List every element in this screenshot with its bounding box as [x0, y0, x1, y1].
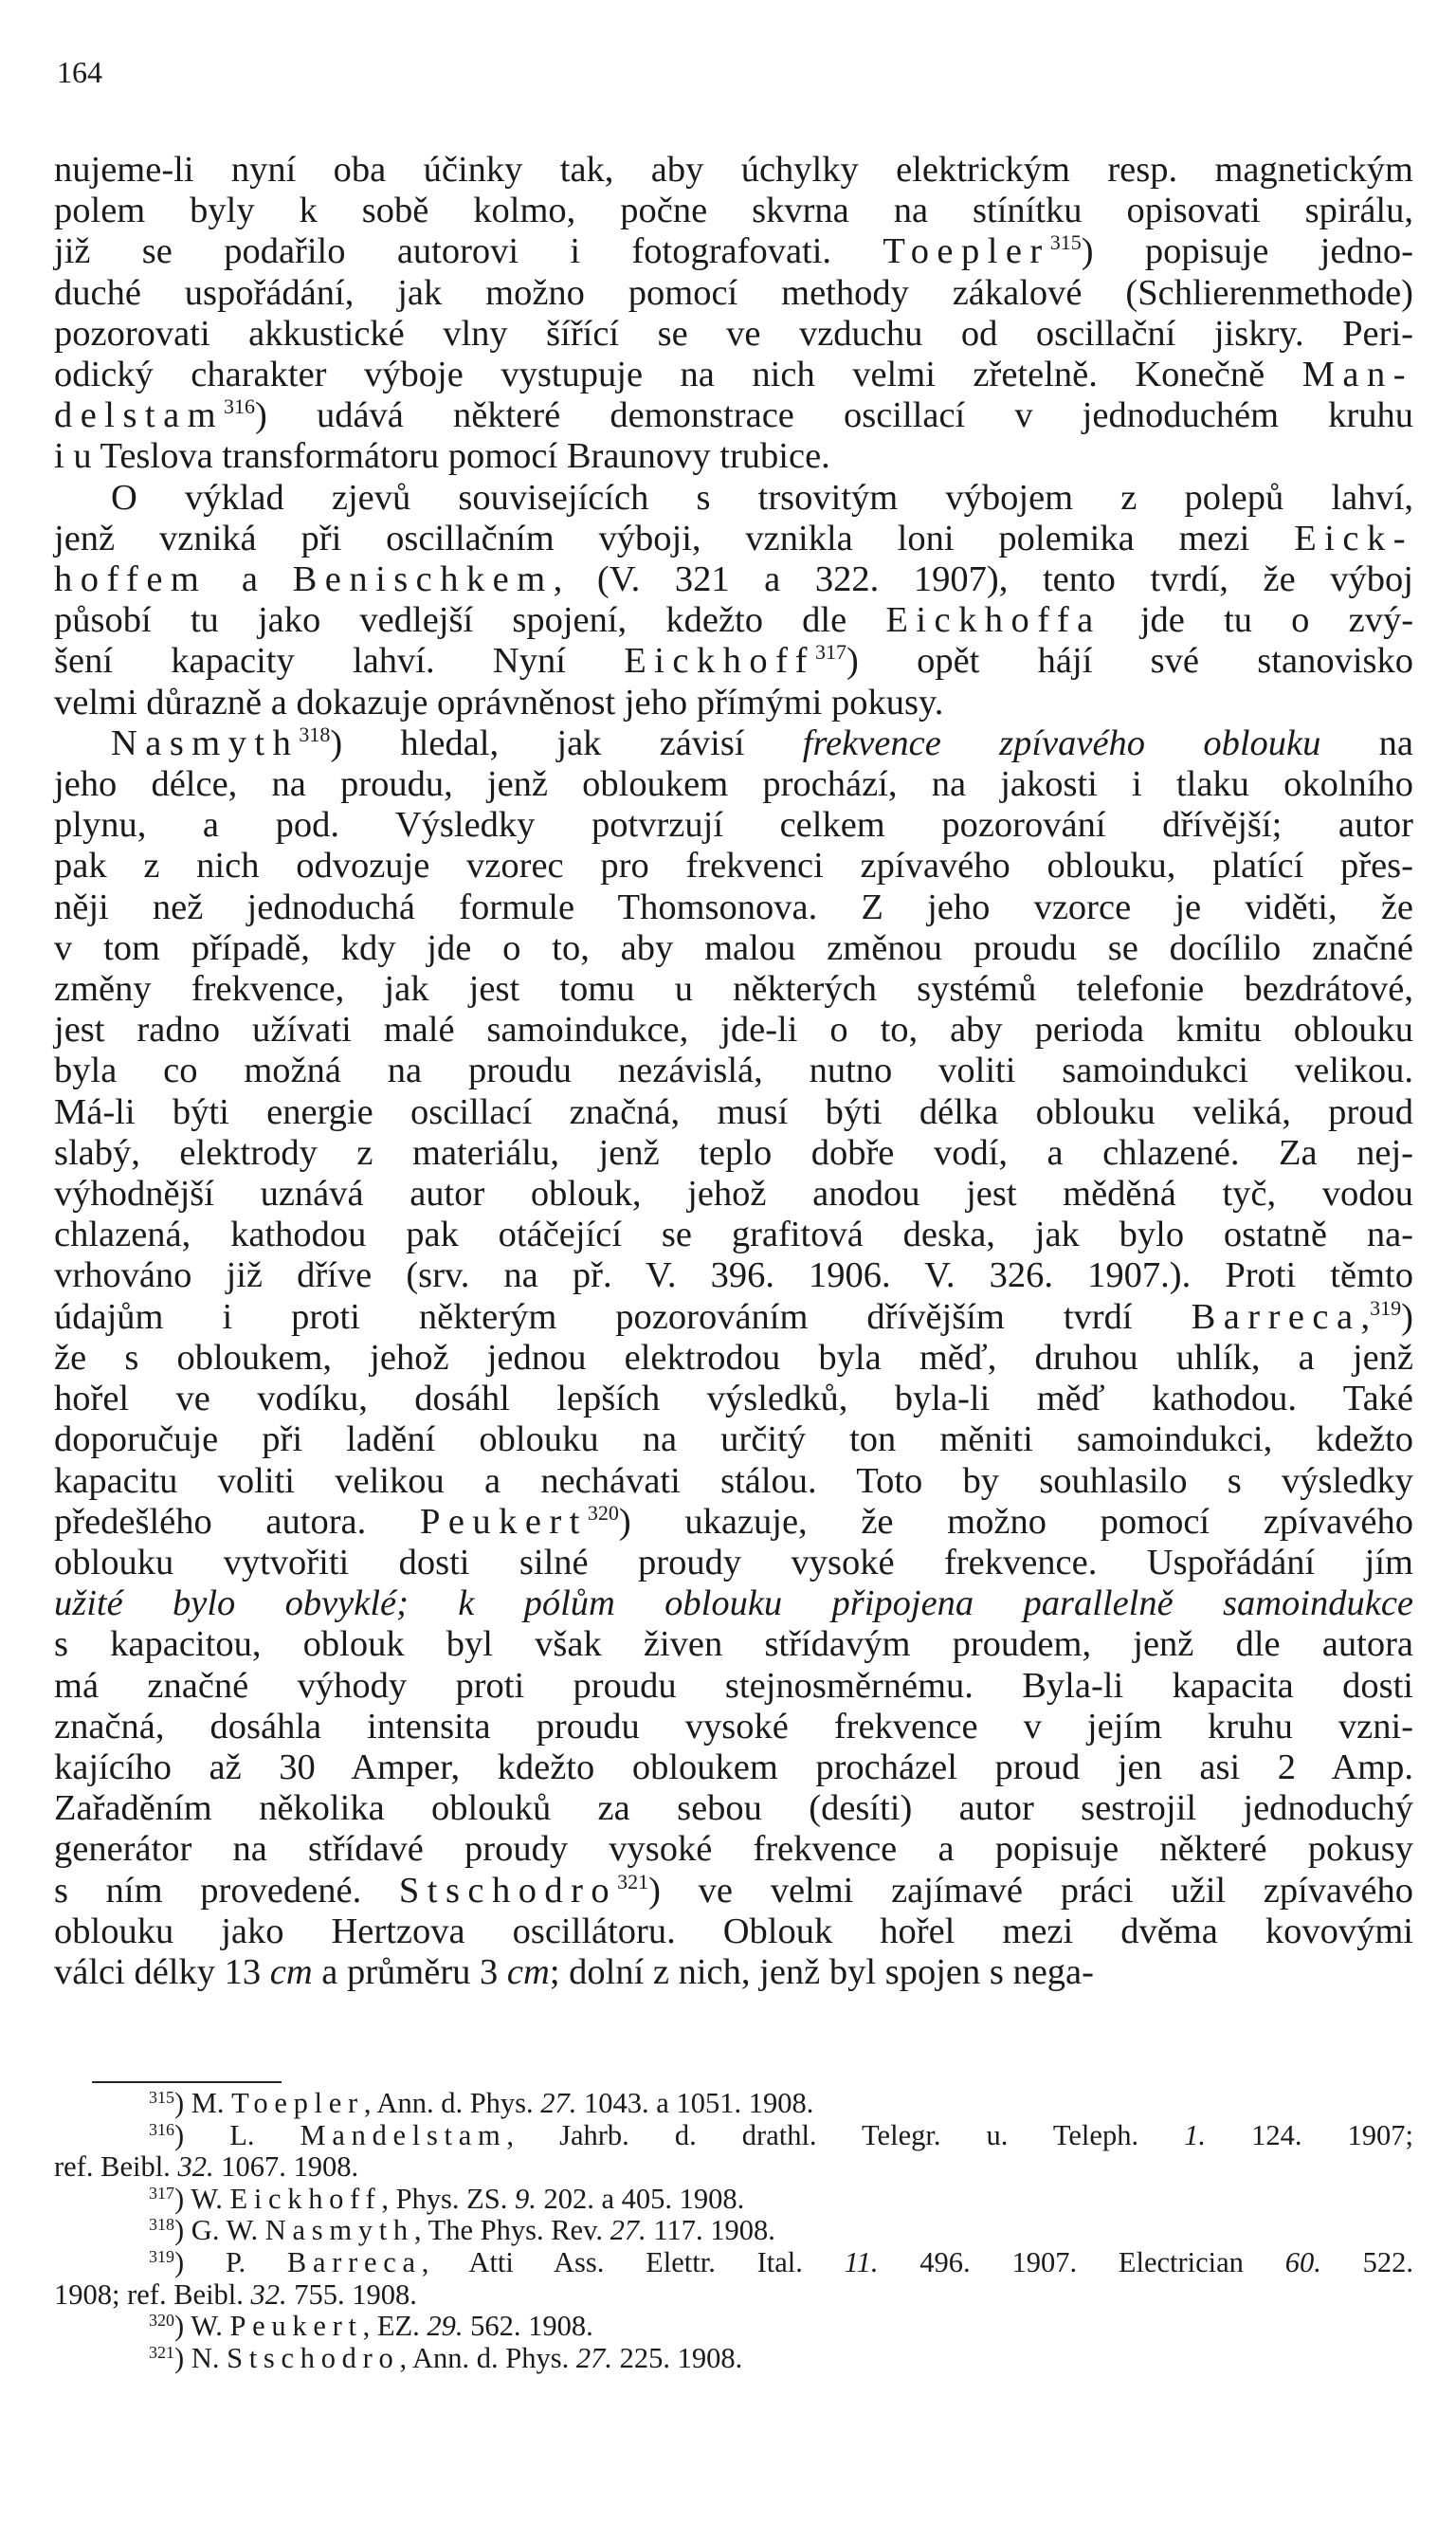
author-name: Nasmyth	[264, 2214, 414, 2247]
text-run: 562. 1908.	[463, 2310, 593, 2343]
text-line	[54, 969, 1413, 1010]
text-run: a	[207, 559, 293, 600]
text-run: ) ve velmi zajímavé práci užil zpívavého	[648, 1870, 1413, 1911]
text-line	[54, 1829, 1413, 1870]
text-run: změny frekvence, jak jest tomu u některých systémů telefonie bezdrátové,	[54, 969, 1413, 1010]
text-run: 755. 1908.	[286, 2277, 417, 2311]
author-name: Barreca	[286, 2245, 422, 2278]
text-line	[54, 1419, 1413, 1460]
text-run: plynu, a pod. Výsledky potvrzují celkem pozorování dřívější; autor	[54, 805, 1413, 846]
text-run: že s obloukem, jehož jednou elektrodou byla měď, druhou uhlík, a jenž	[54, 1337, 1413, 1378]
italic-text: cm	[506, 1951, 550, 1992]
text-line	[54, 395, 1413, 436]
italic-text: 9.	[515, 2182, 537, 2215]
text-run: N.	[191, 2341, 228, 2374]
text-run: předešlého autora.	[54, 1501, 420, 1542]
footnote-number: 318	[149, 2215, 174, 2235]
footnote-paren: )	[174, 2182, 191, 2215]
text-run: s kapacitou, oblouk byl však živen střídavým proudem, jenž dle autora	[54, 1624, 1413, 1665]
text-line	[54, 1747, 1413, 1788]
author-name: Peukert	[229, 2310, 363, 2343]
text-line	[54, 1010, 1413, 1051]
author-name: Barreca	[1191, 1296, 1361, 1337]
author-name: Eick-	[1294, 518, 1413, 558]
text-line	[54, 1461, 1413, 1502]
text-run: na	[1320, 722, 1413, 763]
text-line	[54, 1952, 1413, 1993]
footnote	[54, 2088, 1413, 2120]
text-run: oblouku vytvořiti dosti silné proudy vysoké frekvence. Uspořádání jím	[54, 1542, 1413, 1582]
text-run: M.	[191, 2087, 232, 2119]
text-run: 1067. 1908.	[213, 2150, 359, 2184]
text-run: pozorovati akkustické vlny šířící se ve vzduchu od oscillační jiskry. Peri-	[54, 313, 1413, 354]
italic-text: 32.	[177, 2150, 214, 2184]
text-run: jeho délce, na proudu, jenž obloukem prochází, na jakosti i tlaku okolního	[54, 764, 1413, 805]
text-run: velmi důrazně a dokazuje oprávněnost jeho přímými pokusy.	[54, 682, 944, 722]
footnote-number: 316	[149, 2119, 174, 2139]
text-run: generátor na střídavé proudy vysoké frekvence a popisuje některé pokusy	[54, 1829, 1413, 1870]
footnote-number: 319	[149, 2246, 174, 2266]
text-line	[54, 600, 1413, 641]
text-run: 225. 1908.	[612, 2341, 743, 2374]
text-run: duché uspořádání, jak možno pomocí methody zákalové (Schlierenmethode)	[54, 272, 1413, 313]
text-run: ) opět hájí své stanovisko	[846, 641, 1413, 682]
page-number: 164	[57, 55, 102, 89]
text-run: ,	[1360, 1296, 1371, 1337]
text-line	[54, 355, 1413, 395]
italic-text: užité bylo obvyklé; k pólům oblouku připojena parallelně samoindukce	[54, 1583, 1413, 1624]
text-run: ref. Beibl.	[54, 2150, 178, 2184]
italic-text: 11.	[844, 2245, 879, 2278]
text-run: , EZ.	[362, 2310, 428, 2343]
text-run: působí tu jako vedlejší spojení, kdežto dle	[54, 600, 886, 641]
footnote-ref: 319	[1370, 1295, 1402, 1320]
text-run: má značné výhody proti proudu stejnosměrnému. Byla-li kapacita dosti	[54, 1665, 1413, 1706]
text-line	[54, 1255, 1413, 1296]
footnote	[54, 2343, 1413, 2375]
text-line	[54, 846, 1413, 887]
text-run: , (V. 321 a 322. 1907), tento tvrdí, že výboj	[553, 559, 1413, 600]
author-name: Toepler	[883, 231, 1050, 272]
text-line	[54, 478, 1413, 519]
text-run: ) hledal, jak závisí	[330, 722, 803, 763]
italic-text: 27.	[575, 2341, 613, 2374]
text-line	[54, 1133, 1413, 1174]
italic-text: 60.	[1284, 2245, 1321, 2278]
text-run: slabý, elektrody z materiálu, jenž teplo dobře vodí, a chlazené. Za nej-	[54, 1132, 1413, 1173]
text-line	[54, 150, 1413, 191]
text-run: polem byly k sobě kolmo, počne skvrna na stínítku opisovati spirálu,	[54, 191, 1413, 231]
text-line	[54, 1051, 1413, 1091]
text-line	[54, 764, 1413, 805]
text-run: oblouku jako Hertzova oscillátoru. Oblouk hořel mezi dvěma kovovými	[54, 1911, 1413, 1951]
italic-text: cm	[269, 1951, 313, 1992]
italic-text: 29.	[427, 2310, 464, 2343]
text-run: ; dolní z nich, jenž byl spojen s nega-	[549, 1951, 1094, 1992]
footnote-paren: )	[174, 2087, 191, 2119]
text-run: byla co možná na proudu nezávislá, nutno voliti samoindukci velikou.	[54, 1051, 1413, 1091]
text-run: pak z nich odvozuje vzorec pro frekvenci zpívavého oblouku, platící přes-	[54, 846, 1413, 887]
text-run: 1043. a 1051. 1908.	[576, 2087, 814, 2119]
footnote	[54, 2215, 1413, 2247]
footnote-number: 317	[149, 2183, 174, 2203]
author-name: Benischkem	[292, 559, 554, 600]
text-run: Zařaděním několika oblouků za sebou (desíti) autor sestrojil jednoduchý	[54, 1788, 1413, 1829]
text-run: , Phys. ZS.	[381, 2182, 516, 2215]
footnote-paren: )	[174, 2310, 191, 2343]
author-name: delstam	[54, 395, 225, 436]
text-run: 202. a 405. 1908.	[536, 2182, 745, 2215]
text-run: údajům i proti některým pozorováním dřívějším tvrdí	[54, 1296, 1192, 1337]
text-line	[54, 436, 1413, 477]
text-run: 496. 1907. Electrician	[878, 2245, 1285, 2278]
text-run: kajícího až 30 Amper, kdežto obloukem procházel proud jen asi 2 Amp.	[54, 1747, 1413, 1787]
text-line	[54, 1583, 1413, 1624]
text-run: vrhováno již dříve (srv. na př. V. 396. 1906. V. 326. 1907.). Proti těmto	[54, 1255, 1413, 1296]
author-name: Mandelstam	[300, 2118, 507, 2151]
author-name: Man-	[1301, 355, 1413, 395]
text-run: s ním provedené.	[54, 1870, 399, 1911]
text-run: , Ann. d. Phys.	[363, 2087, 541, 2119]
text-line	[54, 1297, 1413, 1338]
text-run: doporučuje při ladění oblouku na určitý ton měniti samoindukci, kdežto	[54, 1419, 1413, 1460]
text-run: Má-li býti energie oscillací značná, musí býti délka oblouku veliká, proud	[54, 1091, 1413, 1132]
text-run: G. W.	[191, 2214, 265, 2247]
italic-text: 27.	[540, 2087, 577, 2119]
italic-text: 1.	[1184, 2118, 1207, 2151]
text-run: L.	[229, 2118, 300, 2151]
footnote	[54, 2151, 1413, 2184]
text-run: značná, dosáhla intensita proudu vysoké frekvence v jejím kruhu vzni-	[54, 1706, 1413, 1747]
text-line	[54, 1911, 1413, 1952]
text-line	[54, 887, 1413, 928]
italic-text: 32.	[250, 2277, 287, 2311]
text-run: , Ann. d. Phys.	[399, 2341, 576, 2374]
text-line	[54, 273, 1413, 314]
author-name: hoffem	[54, 559, 208, 600]
footnote-ref: 321	[617, 1869, 649, 1893]
text-run: O výklad zjevů souvisejících s trsovitým výbojem z polepů lahví,	[111, 477, 1413, 518]
text-run: P.	[225, 2245, 287, 2278]
footnote-ref: 316	[224, 394, 256, 419]
text-run: výhodnější uznává autor oblouk, jehož anodou jest měděná tyč, vodou	[54, 1174, 1413, 1215]
text-run: , The Phys. Rev.	[413, 2214, 610, 2247]
text-line	[54, 723, 1413, 764]
text-run: jest radno užívati malé samoindukce, jde-li o to, aby perioda kmitu oblouku	[54, 1010, 1413, 1051]
footnote-paren: )	[174, 2245, 226, 2278]
text-line	[54, 1092, 1413, 1133]
text-line	[54, 1624, 1413, 1665]
text-line	[54, 683, 1413, 723]
text-line	[54, 1788, 1413, 1829]
italic-text: frekvence zpívavého oblouku	[802, 722, 1321, 763]
footnote-paren: )	[174, 2341, 191, 2374]
text-run: kapacitu voliti velikou a nechávati stálou. Toto by souhlasilo s výsledky	[54, 1460, 1413, 1501]
text-line	[54, 1543, 1413, 1583]
footnote	[54, 2247, 1413, 2279]
footnote-separator	[92, 2081, 282, 2083]
text-run: , Atti Ass. Elettr. Ital.	[421, 2245, 845, 2278]
text-line	[54, 559, 1413, 600]
footnotes	[54, 2088, 1413, 2374]
text-run: W.	[191, 2310, 230, 2343]
footnote-ref: 317	[814, 640, 846, 665]
footnote	[54, 2184, 1413, 2216]
author-name: Stschodro	[227, 2341, 400, 2374]
text-run: 117. 1908.	[646, 2214, 775, 2247]
footnote-ref: 318	[299, 722, 331, 746]
footnote-ref: 320	[587, 1500, 619, 1525]
text-line	[54, 928, 1413, 969]
text-line	[54, 231, 1413, 272]
text-run: odický charakter výboje vystupuje na nich velmi zřetelně. Konečně	[54, 355, 1302, 395]
text-line	[54, 1174, 1413, 1215]
text-run: již se podařilo autorovi i fotografovati.	[54, 231, 883, 272]
footnote-number: 315	[149, 2088, 174, 2107]
text-run: a průměru 3	[312, 1951, 507, 1992]
footnote-paren: )	[174, 2118, 230, 2151]
footnote-number: 321	[149, 2342, 174, 2362]
text-run: i u Teslova transformátoru pomocí Braunovy trubice.	[54, 436, 830, 477]
text-run: ) ukazuje, že možno pomocí zpívavého	[618, 1501, 1414, 1542]
author-name: Eickhoff	[229, 2182, 382, 2215]
text-run: , Jahrb. d. drathl. Telegr. u. Teleph.	[506, 2118, 1185, 2151]
text-line	[54, 1666, 1413, 1707]
text-run: něji než jednoduchá formule Thomsonova. Z jeho vzorce je viděti, že	[54, 887, 1413, 927]
text-line	[54, 1502, 1413, 1543]
text-run: v tom případě, kdy jde o to, aby malou změnou proudu se docílilo značné	[54, 927, 1413, 968]
author-name: Eickhoffa	[885, 600, 1101, 641]
footnote-number: 320	[149, 2311, 174, 2331]
text-run: hořel ve vodíku, dosáhl lepších výsledků, byla-li měď kathodou. Také	[54, 1379, 1413, 1419]
footnote	[54, 2279, 1413, 2312]
text-run: jde tu o zvý-	[1101, 600, 1414, 641]
text-line	[54, 1379, 1413, 1419]
footnote-ref: 315	[1049, 230, 1082, 255]
text-run: 124. 1907;	[1206, 2118, 1413, 2151]
italic-text: 27.	[610, 2214, 646, 2247]
text-run: W.	[191, 2182, 230, 2215]
text-run: nujeme-li nyní oba účinky tak, aby úchylky elektrickým resp. magnetickým	[54, 150, 1413, 190]
text-run: válci délky 13	[54, 1951, 270, 1992]
text-line	[54, 1871, 1413, 1911]
body-text	[54, 150, 1413, 1993]
text-line	[54, 641, 1413, 682]
text-line	[54, 1707, 1413, 1747]
text-run: ) popisuje jedno-	[1081, 231, 1413, 272]
footnote	[54, 2120, 1413, 2152]
text-run: jenž vzniká při oscillačním výboji, vznikla loni polemika mezi	[54, 518, 1295, 558]
text-run: )	[1401, 1296, 1413, 1337]
footnote-paren: )	[174, 2214, 191, 2247]
author-name: Nasmyth	[111, 722, 300, 763]
text-run: 522.	[1320, 2245, 1413, 2278]
author-name: Eickhoff	[624, 641, 815, 682]
text-line	[54, 1338, 1413, 1379]
text-line	[54, 314, 1413, 355]
text-run: šení kapacity lahví. Nyní	[54, 641, 625, 682]
author-name: Stschodro	[398, 1870, 618, 1911]
text-run: chlazená, kathodou pak otáčející se grafitová deska, jak bylo ostatně na-	[54, 1215, 1413, 1255]
text-line	[54, 1215, 1413, 1255]
author-name: Peukert	[419, 1501, 588, 1542]
text-line	[54, 519, 1413, 559]
text-line	[54, 191, 1413, 231]
footnote	[54, 2311, 1413, 2343]
author-name: Toepler	[231, 2087, 364, 2119]
text-run: ) udává některé demonstrace oscillací v jednoduchém kruhu	[255, 395, 1413, 436]
text-run: 1908; ref. Beibl.	[54, 2277, 251, 2311]
text-line	[54, 805, 1413, 846]
